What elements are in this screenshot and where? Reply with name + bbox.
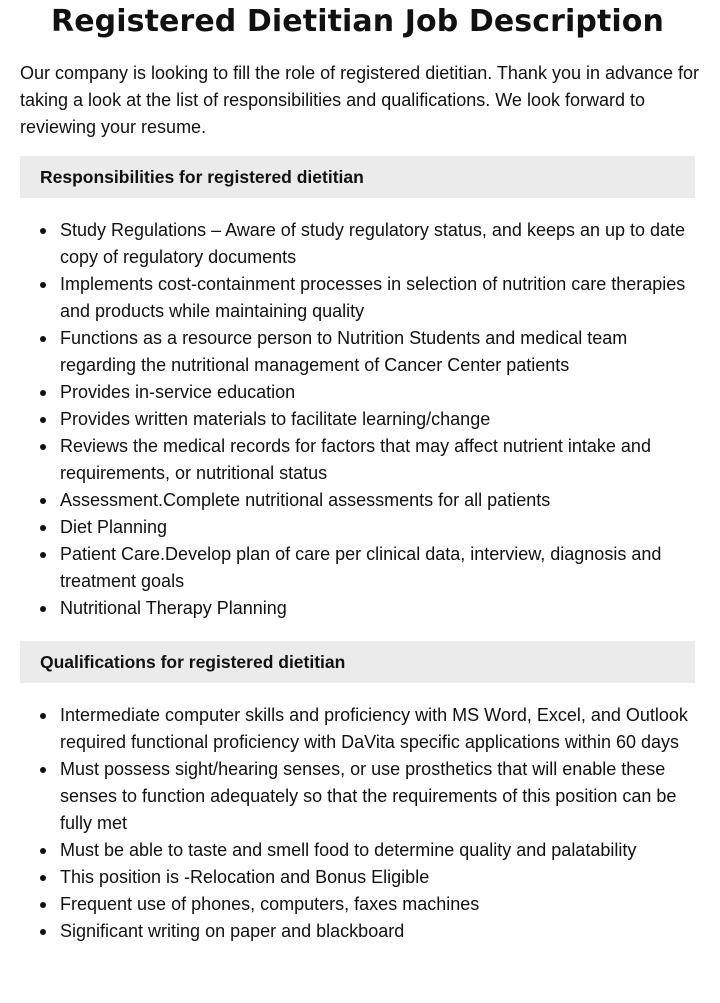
responsibilities-heading: Responsibilities for registered dietitian	[20, 156, 695, 198]
list-item: Diet Planning	[20, 514, 700, 541]
list-item: This position is -Relocation and Bonus Eligible	[20, 864, 700, 891]
list-item: Intermediate computer skills and proficiency with MS Word, Excel, and Outlook required functional proficiency with DaVita specific applications within 60 days	[20, 702, 700, 756]
list-item: Must possess sight/hearing senses, or use prosthetics that will enable these senses to function adequately so that the requirements of this position can be fully met	[20, 756, 700, 837]
list-item: Implements cost-containment processes in selection of nutrition care therapies and products while maintaining quality	[20, 271, 700, 325]
list-item: Frequent use of phones, computers, faxes machines	[20, 891, 700, 918]
list-item: Functions as a resource person to Nutrition Students and medical team regarding the nutritional management of Cancer Center patients	[20, 325, 700, 379]
qualifications-list	[20, 702, 700, 945]
responsibilities-list	[20, 217, 700, 622]
intro-paragraph: Our company is looking to fill the role of registered dietitian. Thank you in advance for taking a look at the list of responsibilities and qualifications. We look forward to reviewing your resume.	[20, 63, 700, 137]
list-item: Assessment.Complete nutritional assessments for all patients	[20, 487, 700, 514]
list-item: Study Regulations – Aware of study regulatory status, and keeps an up to date copy of regulatory documents	[20, 217, 700, 271]
list-item: Provides written materials to facilitate learning/change	[20, 406, 700, 433]
qualifications-heading: Qualifications for registered dietitian	[20, 641, 695, 683]
list-item: Significant writing on paper and blackboard	[20, 918, 700, 945]
list-item: Nutritional Therapy Planning	[20, 595, 700, 622]
page-title: Registered Dietitian Job Description	[51, 4, 664, 39]
list-item: Reviews the medical records for factors that may affect nutrient intake and requirements, or nutritional status	[20, 433, 700, 487]
list-item: Patient Care.Develop plan of care per clinical data, interview, diagnosis and treatment goals	[20, 541, 700, 595]
list-item: Must be able to taste and smell food to determine quality and palatability	[20, 837, 700, 864]
list-item: Provides in-service education	[20, 379, 700, 406]
